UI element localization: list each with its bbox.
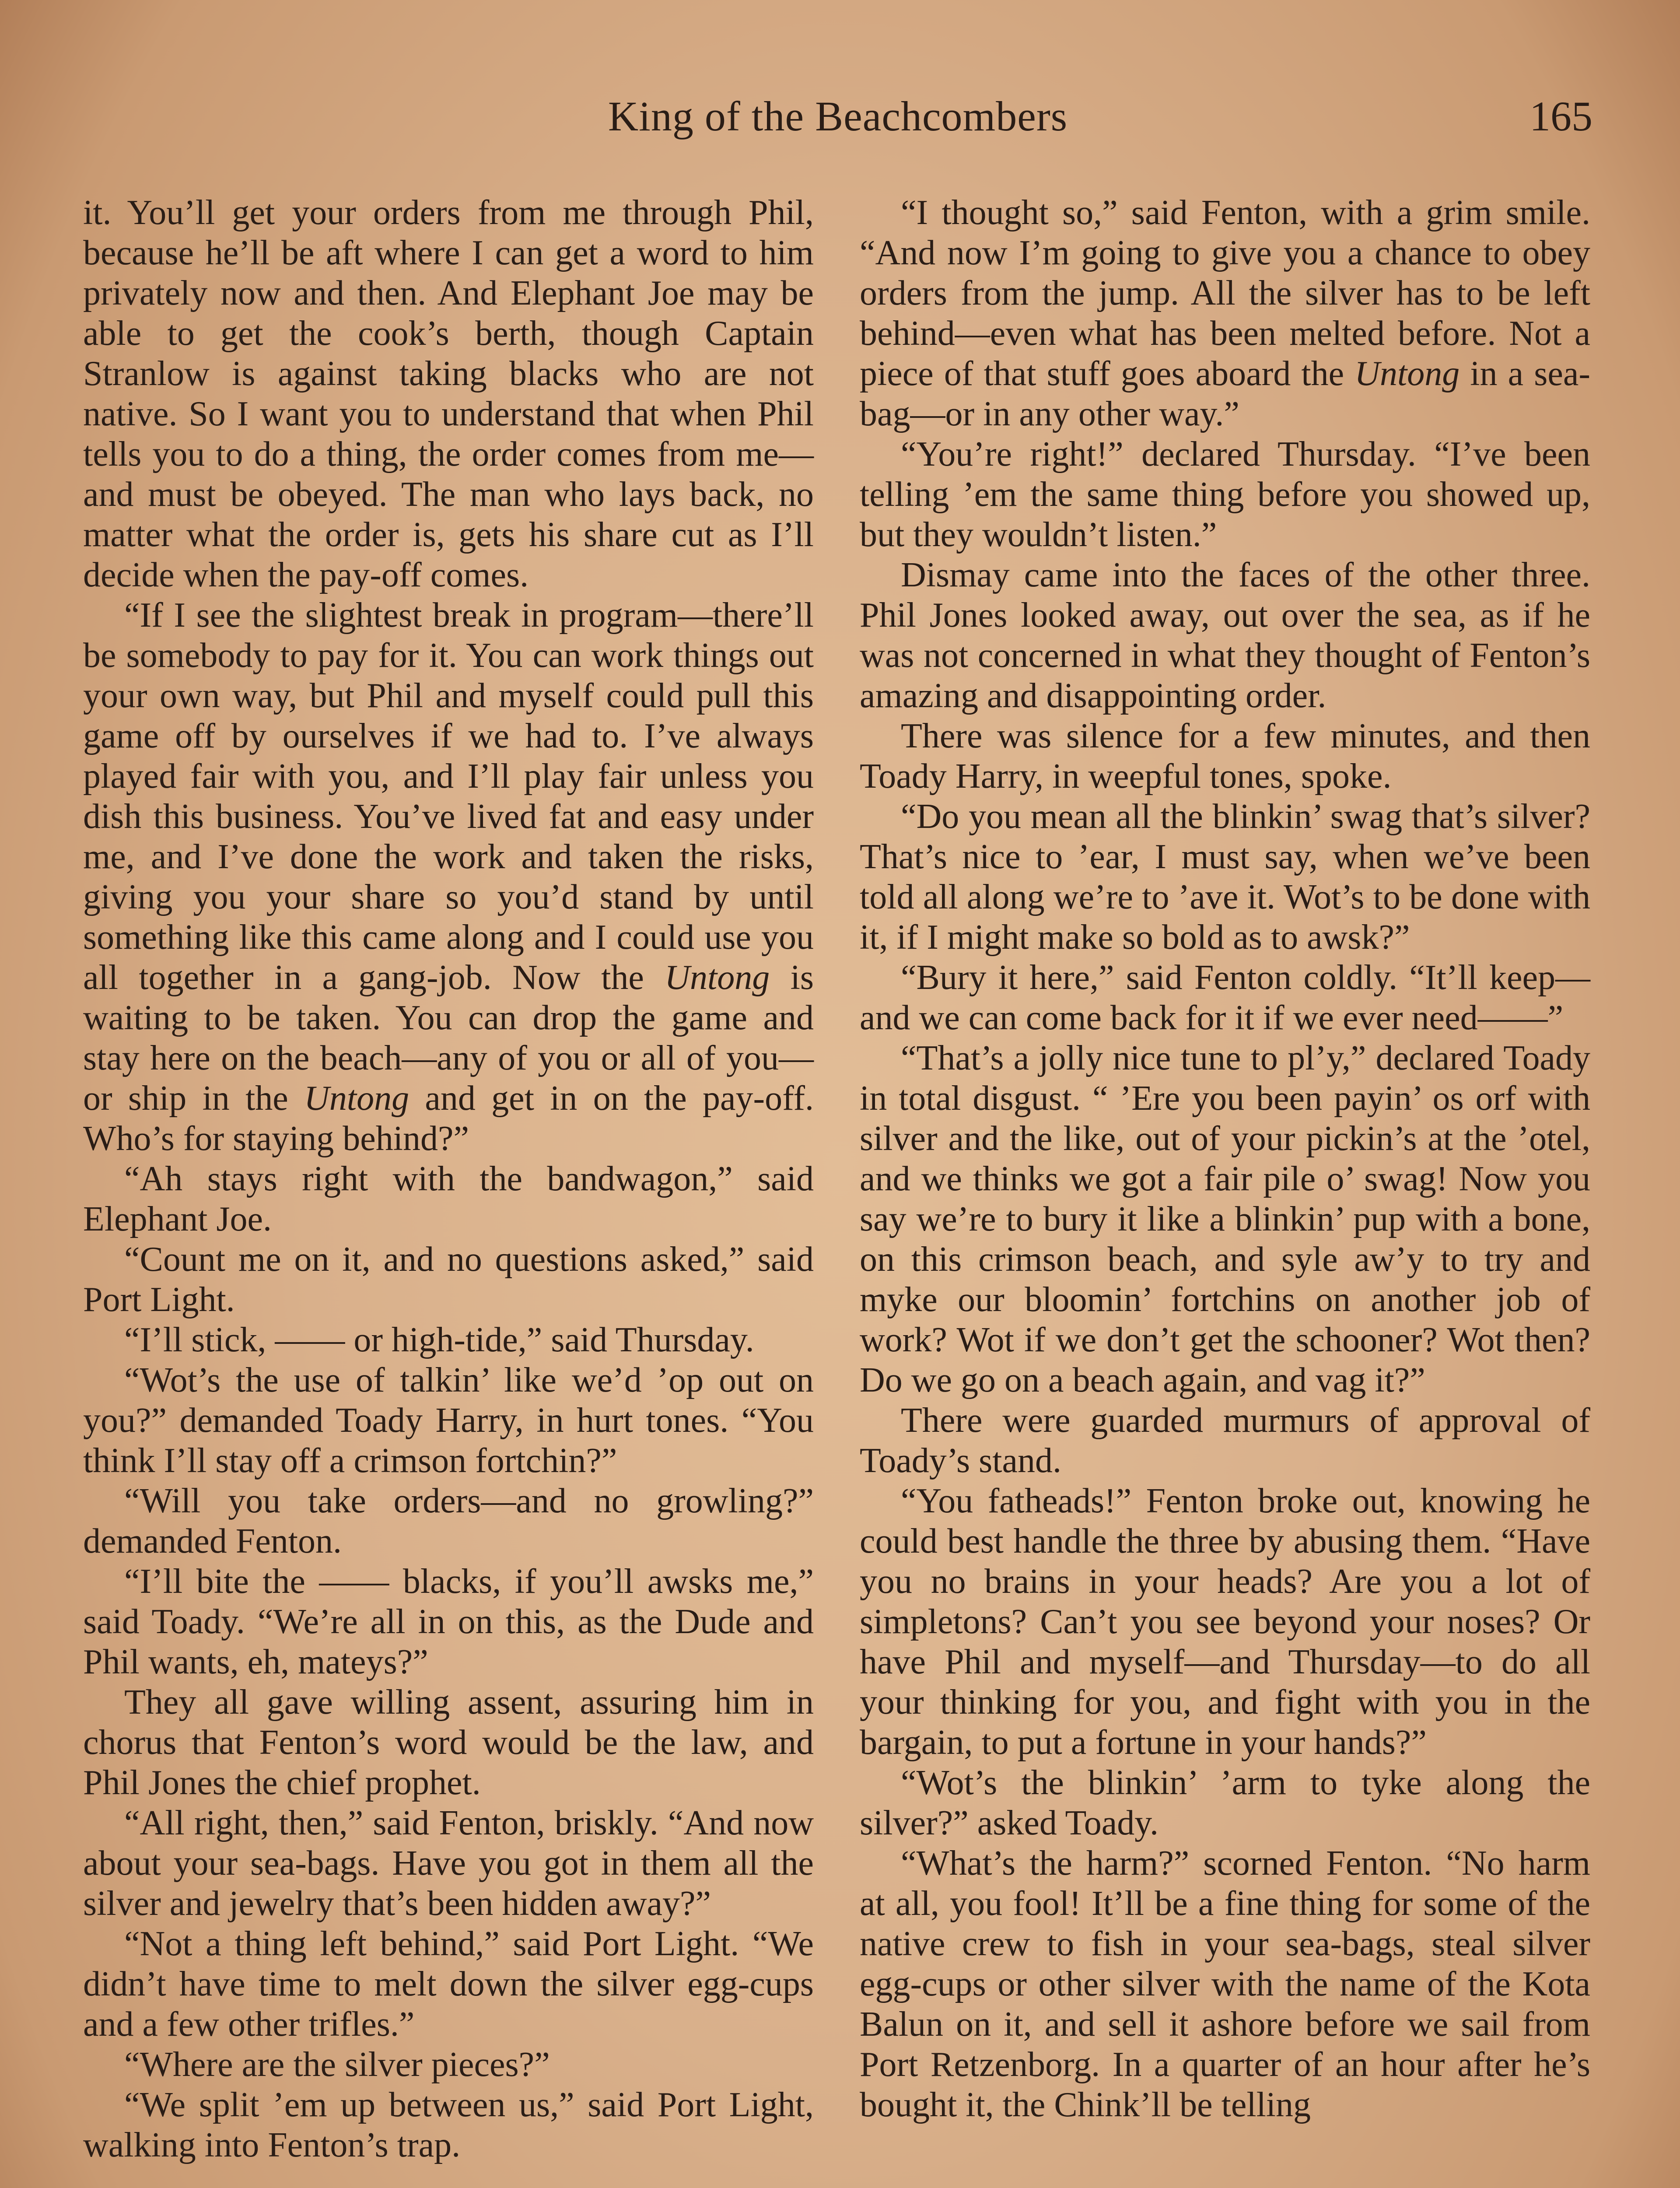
paragraph: “Do you mean all the blinkin’ swag that’s silver? That’s nice to ’ear, I must say, when we’ve been told all along we’re to ’ave it. Wot’s to be done with it, if I might make so bold as to awsk?” — [860, 797, 1590, 957]
paragraph: “All right, then,” said Fenton, briskly. “And now about your sea-bags. Have you got in them all the silver and jewelry that’s been hidden away?” — [83, 1804, 814, 1923]
text-run: “If I see the slightest break in program—there’ll be somebody to pay for it. You can work things out your own way, but Phil and myself could pull this game off by ourselves if we had to. I’ve always played fair with you, and I’ll play fair unless you dish this business. You’ve lived fat and easy under me, and I’ve done the work and taken the risks, giving you your share so you’d stand by until something like this came along and I could use you all together in a gang-job. Now the — [83, 596, 814, 997]
right-column — [860, 193, 1590, 2125]
paragraph: “Ah stays right with the bandwagon,” said Elephant Joe. — [83, 1160, 814, 1238]
paragraph: “Will you take orders—and no growling?” demanded Fenton. — [83, 1482, 814, 1560]
ship-name: Untong — [304, 1079, 410, 1118]
paragraph: They all gave willing assent, assuring him in chorus that Fenton’s word would be the law, and Phil Jones the chief prophet. — [83, 1683, 814, 1802]
paragraph: “Wot’s the use of talkin’ like we’d ’op out on you?” demanded Toady Harry, in hurt tones. “You think I’ll stay off a crimson fortchin?” — [83, 1361, 814, 1480]
paragraph: “Where are the silver pieces?” — [124, 2045, 550, 2084]
paragraph: “You’re right!” declared Thursday. “I’ve been telling ’em the same thing before you showed up, but they wouldn’t listen.” — [860, 435, 1590, 554]
ship-name: Untong — [1354, 354, 1460, 393]
paragraph: “What’s the harm?” scorned Fenton. “No harm at all, you fool! It’ll be a fine thing for some of the native crew to fish in your sea-bags, steal silver egg-cups or other silver with the name of the Kota Balun on it, and sell it ashore before we sail from Port Retzenborg. In a quarter of an hour after he’s bought it, the Chink’ll be telling — [860, 1844, 1590, 2124]
paragraph: “That’s a jolly nice tune to pl’y,” declared Toady in total disgust. “ ’Ere you been payin’ os orf with silver and the like, out of your pickin’s at the ’otel, and we thinks we got a fair pile o’ swag! Now you say we’re to bury it like a blinkin’ pup with a bone, on this crimson beach, and syle aw’y to try and myke our bloomin’ fortchins on another job of work? Wot if we don’t get the schooner? Wot then? Do we go on a beach again, and vag it?” — [860, 1039, 1590, 1399]
left-column — [83, 193, 814, 2165]
ship-name: Untong — [665, 958, 770, 997]
text-run: and get in on the pay-off. Who’s for staying behind?” — [83, 1079, 814, 1158]
paragraph: “Not a thing left behind,” said Port Light. “We didn’t have time to melt down the silver egg-cups and a few other trifles.” — [83, 1925, 814, 2044]
page-header — [83, 66, 1592, 153]
paragraph — [860, 193, 1590, 434]
paragraph: “Bury it here,” said Fenton coldly. “It’ll keep—and we can come back for it if we ever need——” — [860, 958, 1590, 1037]
running-title: King of the Beachcombers — [608, 93, 1068, 140]
page-number: 165 — [1530, 93, 1592, 140]
paragraph: “I’ll bite the —— blacks, if you’ll awsks me,” said Toady. “We’re all in on this, as the Dude and Phil wants, eh, mateys?” — [83, 1562, 814, 1681]
paragraph: “We split ’em up between us,” said Port Light, walking into Fenton’s trap. — [83, 2086, 814, 2164]
paragraph: it. You’ll get your orders from me through Phil, because he’ll be aft where I can get a word to him privately now and then. And Elephant Joe may be able to get the cook’s berth, though Captain Stranlow is against taking blacks who are not native. So I want you to understand that when Phil tells you to do a thing, the order comes from me—and must be obeyed. The man who lays back, no matter what the order is, gets his share cut as I’ll decide when the pay-off comes. — [83, 193, 814, 594]
paragraph: Dismay came into the faces of the other three. Phil Jones looked away, out over the sea, as if he was not concerned in what they thought of Fenton’s amazing and disappointing order. — [860, 556, 1590, 715]
paragraph: “I’ll stick, —— or high-tide,” said Thursday. — [124, 1321, 754, 1359]
paragraph — [83, 595, 814, 1159]
paragraph: There was silence for a few minutes, and then Toady Harry, in weepful tones, spoke. — [860, 717, 1590, 796]
text-run: “I thought so,” said Fenton, with a grim smile. “And now I’m going to give you a chance to obey orders from the jump. All the silver has to be left behind—even what has been melted before. Not a piece of that stuff goes aboard the — [860, 193, 1590, 393]
text-run: is waiting to be taken. You can drop the game and stay here on the beach—any of you or all of you—or ship in the — [83, 958, 814, 1118]
paragraph: “Count me on it, and no questions asked,” said Port Light. — [83, 1240, 814, 1319]
paragraph: There were guarded murmurs of approval of Toady’s stand. — [860, 1401, 1590, 1480]
paragraph: “Wot’s the blinkin’ ’arm to tyke along the silver?” asked Toady. — [860, 1764, 1590, 1842]
text-run: in a sea-bag—or in any other way.” — [860, 354, 1590, 433]
paragraph: “You fatheads!” Fenton broke out, knowing he could best handle the three by abusing them. “Have you no brains in your heads? Are you a lot of simpletons? Can’t you see beyond your noses? Or have Phil and myself—and Thursday—to do all your thinking for you, and fight with you in the bargain, to put a fortune in your hands?” — [860, 1482, 1590, 1762]
